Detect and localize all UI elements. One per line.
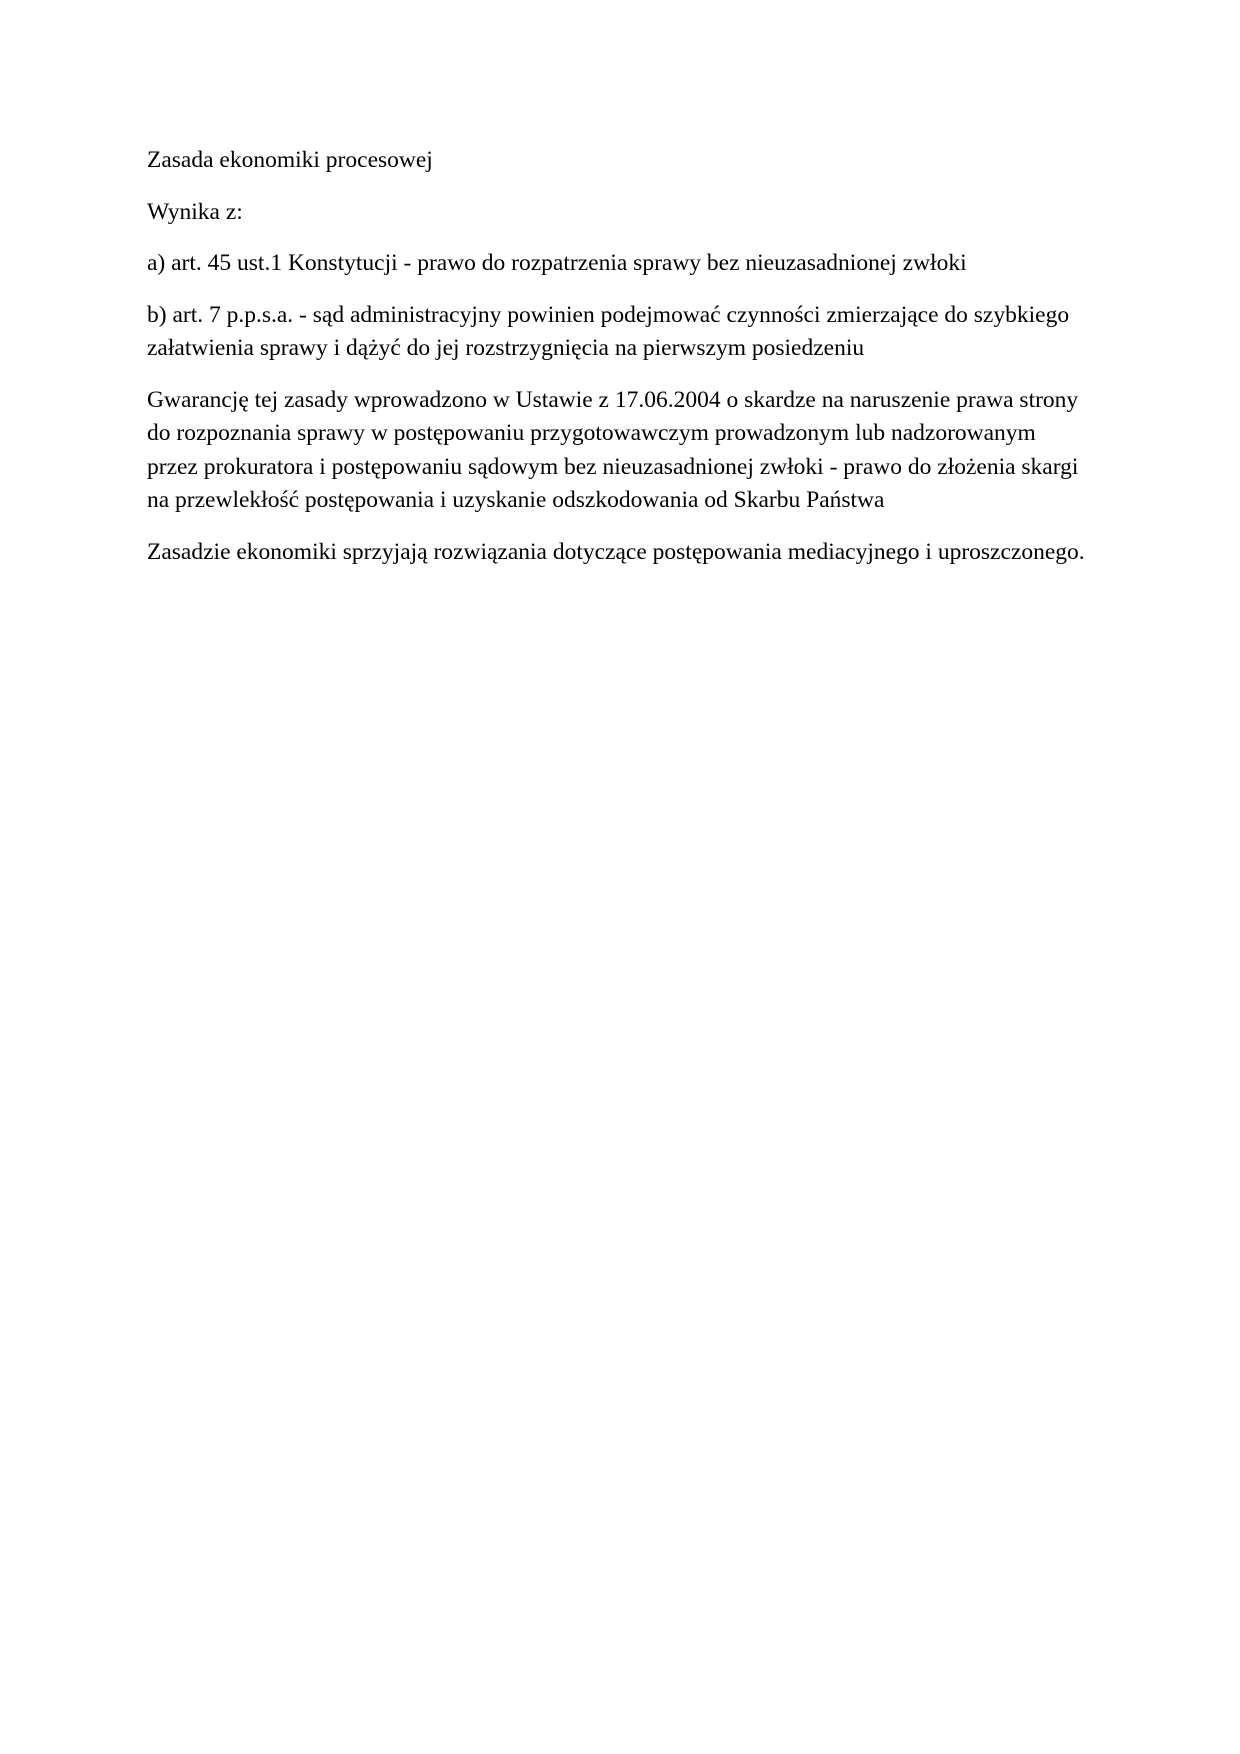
point-a-paragraph: a) art. 45 ust.1 Konstytucji - prawo do rozpatrzenia sprawy bez nieuzasadnionej zwłoki <box>147 250 967 276</box>
document-title: Zasada ekonomiki procesowej <box>147 147 433 173</box>
point-b-paragraph: b) art. 7 p.p.s.a. - sąd administracyjny powinien podejmować czynności zmierzające do szybkiego załatwienia sprawy i dążyć do jej rozstrzygnięcia na pierwszym posiedzeniu <box>147 301 1070 361</box>
conclusion-paragraph: Zasadzie ekonomiki sprzyjają rozwiązania dotyczące postępowania mediacyjnego i uproszczonego. <box>147 538 1085 565</box>
document-body <box>147 144 1092 587</box>
intro-paragraph: Wynika z: <box>147 198 243 225</box>
guarantee-paragraph: Gwarancję tej zasady wprowadzono w Ustawie z 17.06.2004 o skardze na naruszenie prawa strony do rozpoznania sprawy w postępowaniu przygotowawczym prowadzonym lub nadzorowanym przez prokuratora i postępowaniu sądowym bez nieuzasadnionej zwłoki - prawo do złożenia skargi na przewlekłość postępowania i uzyskanie odszkodowania od Skarbu Państwa <box>147 386 1079 513</box>
